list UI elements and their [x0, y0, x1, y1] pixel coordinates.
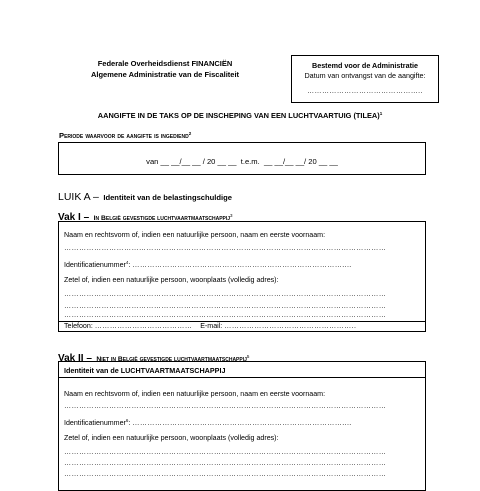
authority-block [50, 58, 280, 80]
vak1-footnote: 3 [230, 213, 233, 218]
vak2-name-label: Naam en rechtsvorm of, indien een natuurlijke persoon, naam en eerste voornaam: [64, 390, 326, 398]
vak1-contact-row [64, 322, 421, 330]
vak2-seat-label: Zetel of, indien een natuurlijke persoon, woonplaats (volledig adres): [64, 434, 279, 442]
vak1-phone-field[interactable]: ………………………………… [94, 322, 193, 330]
vak1-seat-label: Zetel of, indien een natuurlijke persoon, woonplaats (volledig adres): [64, 276, 279, 284]
luik-a-label: LUIK A – [58, 191, 99, 203]
admin-box-subtitle: Datum van ontvangst van de aangifte: [304, 71, 426, 80]
vak1-email-label: E-mail: [200, 322, 223, 330]
admin-box-date-field[interactable]: ……………………………………….. [307, 88, 423, 95]
vak1-id-field[interactable]: ………………………………………………………………………….... [132, 261, 352, 269]
period-heading-footnote: 2 [188, 131, 192, 136]
vak2-id-label: Identificatienummer [64, 419, 126, 427]
period-box [58, 142, 426, 175]
vak2-label: Vak II – [58, 353, 92, 364]
vak2-seat-field-1[interactable]: ………………………………………………………………………………………………………………… [64, 448, 387, 456]
vak1-title: In België gevestigde luchtvaartmaatschappij [93, 215, 231, 222]
vak2-box-heading: Identiteit van de LUCHTVAARTMAATSCHAPPIJ [64, 366, 226, 375]
vak2-footnote: 5 [246, 354, 250, 359]
vak2-id-row: Identificatienummer$^6$: ………………………………………………………………………….... [64, 418, 352, 427]
luik-a-heading [58, 187, 232, 205]
admin-box-title: Bestemd voor de Administratie [312, 61, 418, 70]
vak2-id-footnote: 6 [125, 418, 129, 423]
vak1-seat-field-1[interactable]: ………………………………………………………………………………………………………………… [64, 290, 387, 298]
document-title-text: AANGIFTE IN DE TAKS OP DE INSCHEPING VAN EEN LUCHTVAARTUIG (TILEA) [97, 111, 380, 120]
vak1-phone-label: Telefoon: [64, 322, 93, 330]
vak2-name-field[interactable]: ………………………………………………………………………………………………………………… [64, 402, 387, 410]
admin-box [291, 55, 439, 103]
vak1-name-field[interactable]: ………………………………………………………………………………………………………………… [64, 244, 387, 252]
vak2-id-field[interactable]: ………………………………………………………………………….... [132, 419, 352, 427]
vak2-heading-divider [59, 377, 425, 378]
luik-a-title: Identiteit van de belastingschuldige [103, 193, 233, 202]
vak1-label: Vak I – [58, 212, 90, 223]
vak1-id-row: Identificatienummer$^4$: ………………………………………………………………………….... [64, 260, 352, 269]
period-heading-text: Periode waarvoor de aangifte is ingediend [59, 131, 189, 140]
vak2-box [58, 361, 426, 491]
vak1-id-label: Identificatienummer [64, 261, 126, 269]
vak1-id-footnote: 4 [125, 260, 129, 265]
period-heading [59, 131, 191, 140]
authority-line1: Federale Overheidsdienst FINANCIËN [97, 59, 233, 68]
vak1-name-label: Naam en rechtsvorm of, indien een natuurlijke persoon, naam en eerste voornaam: [64, 231, 326, 239]
vak1-seat-field-2[interactable]: ………………………………………………………………………………………………………………… [64, 302, 387, 310]
vak2-title: Niet in België gevestigde luchtvaartmaatschappij [96, 356, 247, 363]
vak2-seat-field-2[interactable]: ………………………………………………………………………………………………………………… [64, 459, 387, 467]
vak1-email-field[interactable]: …………………………………………….. [224, 322, 357, 330]
document-title-footnote: 1 [379, 111, 383, 116]
document-title [60, 111, 420, 120]
vak2-seat-field-3[interactable]: ………………………………………………………………………………………………………………… [64, 470, 387, 478]
vak1-box [58, 221, 426, 332]
vak1-seat-field-3[interactable]: ………………………………………………………………………………………………………………… [64, 311, 387, 319]
period-date-range[interactable]: van __ __/__ __ / 20 __ __ t.e.m. __ __/__ __/ 20 __ __ [146, 157, 338, 166]
authority-line2: Algemene Administratie van de Fiscaliteit [90, 70, 240, 79]
